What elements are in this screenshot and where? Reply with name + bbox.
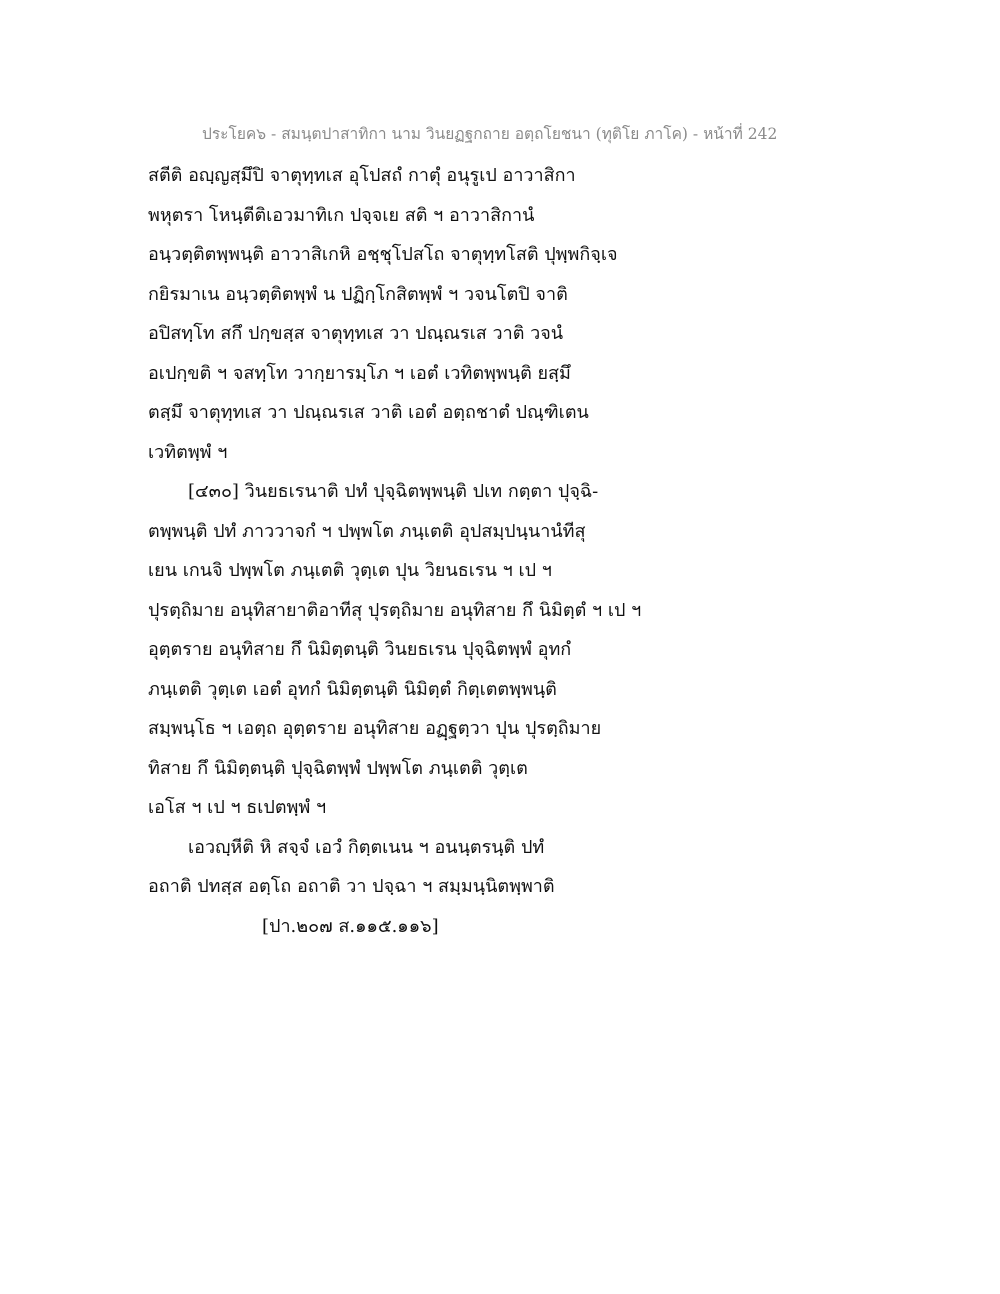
paragraph-1-line: ตสฺมึ จาตุทฺทเส วา ปณฺณรเส วาติ เอตํ อตฺถชาตํ ปณฺฑิเตน	[148, 402, 589, 423]
paragraph-2-line: ปุรตฺถิมาย อนุทิสายาติอาทีสุ ปุรตฺถิมาย อนุทิสาย กึ นิมิตฺตํ ฯ เป ฯ	[148, 599, 642, 621]
paragraph-2-line: อุตฺตราย อนุทิสาย กึ นิมิตฺตนฺติ วินยธเรน ปุจฺฉิตพฺพํ อุทกํ	[148, 639, 572, 660]
paragraph-2-line: เยน เกนจิ ปพฺพโต ภนฺเตติ วุตฺเต ปุน วิยนธเรน ฯ เป ฯ	[148, 560, 552, 581]
paragraph-2-line: เอโส ฯ เป ฯ ธเปตพฺพํ ฯ	[148, 797, 327, 818]
paragraph-1-line: พหุตรา โหนฺตีติเอวมาทิเก ปจฺจเย สติ ฯ อาวาสิกานํ	[148, 204, 535, 226]
body-text	[148, 156, 868, 946]
running-header: ประโยค๖ - สมนฺตปาสาทิกา นาม วินยฏฐกถาย อตฺถโยชนา (ทุติโย ภาโค) - หน้าที่ 242	[202, 125, 778, 143]
paragraph-1-line: กยิรมาเน อนฺวตฺติตพฺพํ น ปฏิกฺโกสิตพฺพํ ฯ วจนโตปิ จาติ	[148, 283, 568, 305]
paragraph-1-line: อเปกฺขติ ฯ จสทฺโท วากฺยารมฺโภ ฯ เอตํ เวทิตพฺพนฺติ ยสฺมึ	[148, 362, 571, 384]
paragraph-2-line: ตพฺพนฺติ ปทํ ภาววาจกํ ฯ ปพฺพโต ภนฺเตติ อุปสมฺปนฺนานํทีสุ	[148, 520, 586, 542]
paragraph-3-line: เอวญฺหีติ หิ สจฺจํ เอวํ กิตฺตเนน ฯ อนนฺตรนฺติ ปทํ	[188, 836, 545, 858]
paragraph-2-line: ทิสาย กึ นิมิตฺตนฺติ ปุจฺฉิตพฺพํ ปพฺพโต ภนฺเตติ วุตฺเต	[148, 757, 528, 779]
paragraph-3-line: อถาติ ปทสฺส อตฺโถ อถาติ วา ปจฺฉา ฯ สมฺมนฺนิตพฺพาติ	[148, 876, 555, 897]
paragraph-2-line: สมฺพนฺโธ ฯ เอตฺถ อุตฺตราย อนุทิสาย อฏฺฐตฺวา ปุน ปุรตฺถิมาย	[148, 718, 602, 739]
paragraph-1-line: เวทิตพฺพํ ฯ	[148, 441, 228, 463]
paragraph-2-line: ภนฺเตติ วุตฺเต เอตํ อุทกํ นิมิตฺตนฺติ นิมิตฺตํ กิตฺเตตพฺพนฺติ	[148, 678, 557, 700]
paragraph-2-line: [๔๓๐] วินยธเรนาติ ปทํ ปุจฺฉิตพฺพนฺติ ปเท กตฺตา ปุจฺฉิ-	[188, 481, 599, 502]
paragraph-1-line: อปิสทฺโท สกึ ปกฺขสฺส จาตุทฺทเส วา ปณฺณรเส วาติ วจนํ	[148, 323, 564, 344]
paragraph-1-line: สตีติ อญฺญสฺมึปิ จาตุทฺทเส อุโปสถํ กาตุํ อนุรูเป อาวาสิกา	[148, 165, 576, 186]
page-reference: [ปา.๒๐๗ ส.๑๑๕.๑๑๖]	[262, 915, 439, 937]
paragraph-1-line: อนฺวตฺติตพฺพนฺติ อาวาสิเกหิ อชฺชุโปสโถ จาตุทฺทโสติ ปุพฺพกิจฺเจ	[148, 244, 618, 265]
